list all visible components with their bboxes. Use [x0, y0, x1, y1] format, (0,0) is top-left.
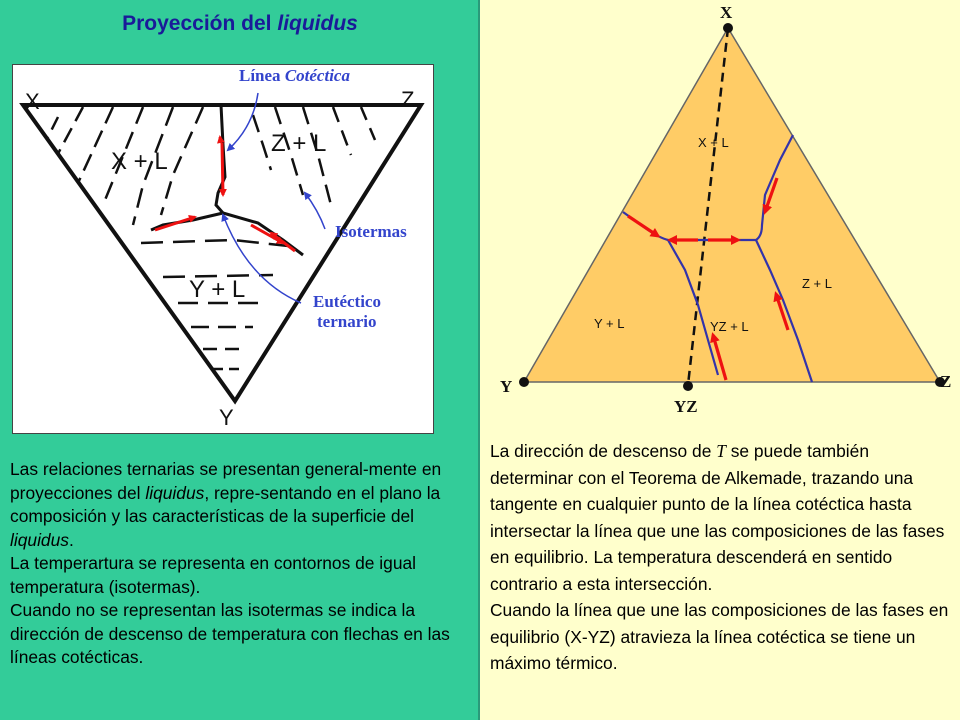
callout-isotherms-label: Isotermas	[335, 222, 407, 241]
vertex-y-label-right: Y	[500, 377, 513, 396]
point-yz-label: YZ	[674, 397, 698, 416]
callout-eutectic-line1: Eutéctico	[313, 292, 381, 311]
field-yl-label: Y + L	[189, 276, 246, 303]
callout-eutectic-line2: ternario	[317, 312, 377, 331]
left-paragraph-1: Las relaciones ternarias se presentan general-mente en proyecciones del liquidus, repre-sentando en el plano la composición y las características de la superficie del liquidus.	[10, 459, 442, 550]
title-italic: liquidus	[277, 12, 358, 35]
field-zl-label-right: Z + L	[802, 276, 832, 291]
field-xl-label-right: X + L	[698, 135, 729, 150]
field-zl-label: Z + L	[271, 130, 327, 157]
vertex-y-label: Y	[219, 405, 234, 430]
right-explanation	[490, 438, 955, 677]
right-panel	[480, 0, 960, 720]
left-explanation	[10, 458, 472, 670]
callout-cotectic-label: Línea Cotéctica	[239, 66, 350, 85]
field-xl-label: X + L	[111, 148, 168, 175]
vertex-x-label: X	[25, 89, 40, 114]
field-yl-label-right: Y + L	[594, 316, 625, 331]
vertex-z-label: Z	[401, 87, 415, 112]
vertex-z-label-right: Z	[940, 372, 952, 391]
vertex-x-label-right: X	[720, 3, 733, 22]
liquidus-svg	[13, 65, 433, 433]
panel-title	[0, 12, 480, 36]
field-yzl-label-right: YZ + L	[710, 319, 749, 334]
left-paragraph-3: Cuando no se representan las isotermas se indica la dirección de descenso de temperatura con flechas en las líneas cotécticas.	[10, 600, 450, 667]
right-paragraph-2: Cuando la línea que une las composiciones de las fases en equilibrio (X-YZ) atravieza la línea cotéctica se tiene un máximo térmico.	[490, 600, 949, 673]
left-paragraph-2: La temperartura se representa en contornos de igual temperatura (isotermas).	[10, 553, 417, 597]
callout-pointers	[223, 93, 325, 303]
liquidus-projection-diagram	[12, 64, 434, 434]
right-paragraph-1: La dirección de descenso de T se puede también determinar con el Teorema de Alkemade, trazando una tangente en cualquier punto de la línea cotéctica hasta intersectar la línea que une las composiciones de las fases en equilibrio. La temperatura descenderá en sentido contrario a esta intersección.	[490, 441, 945, 594]
title-main: Proyección del	[122, 12, 272, 35]
alkemade-diagram	[480, 0, 960, 440]
cotectic-lines	[151, 105, 303, 255]
